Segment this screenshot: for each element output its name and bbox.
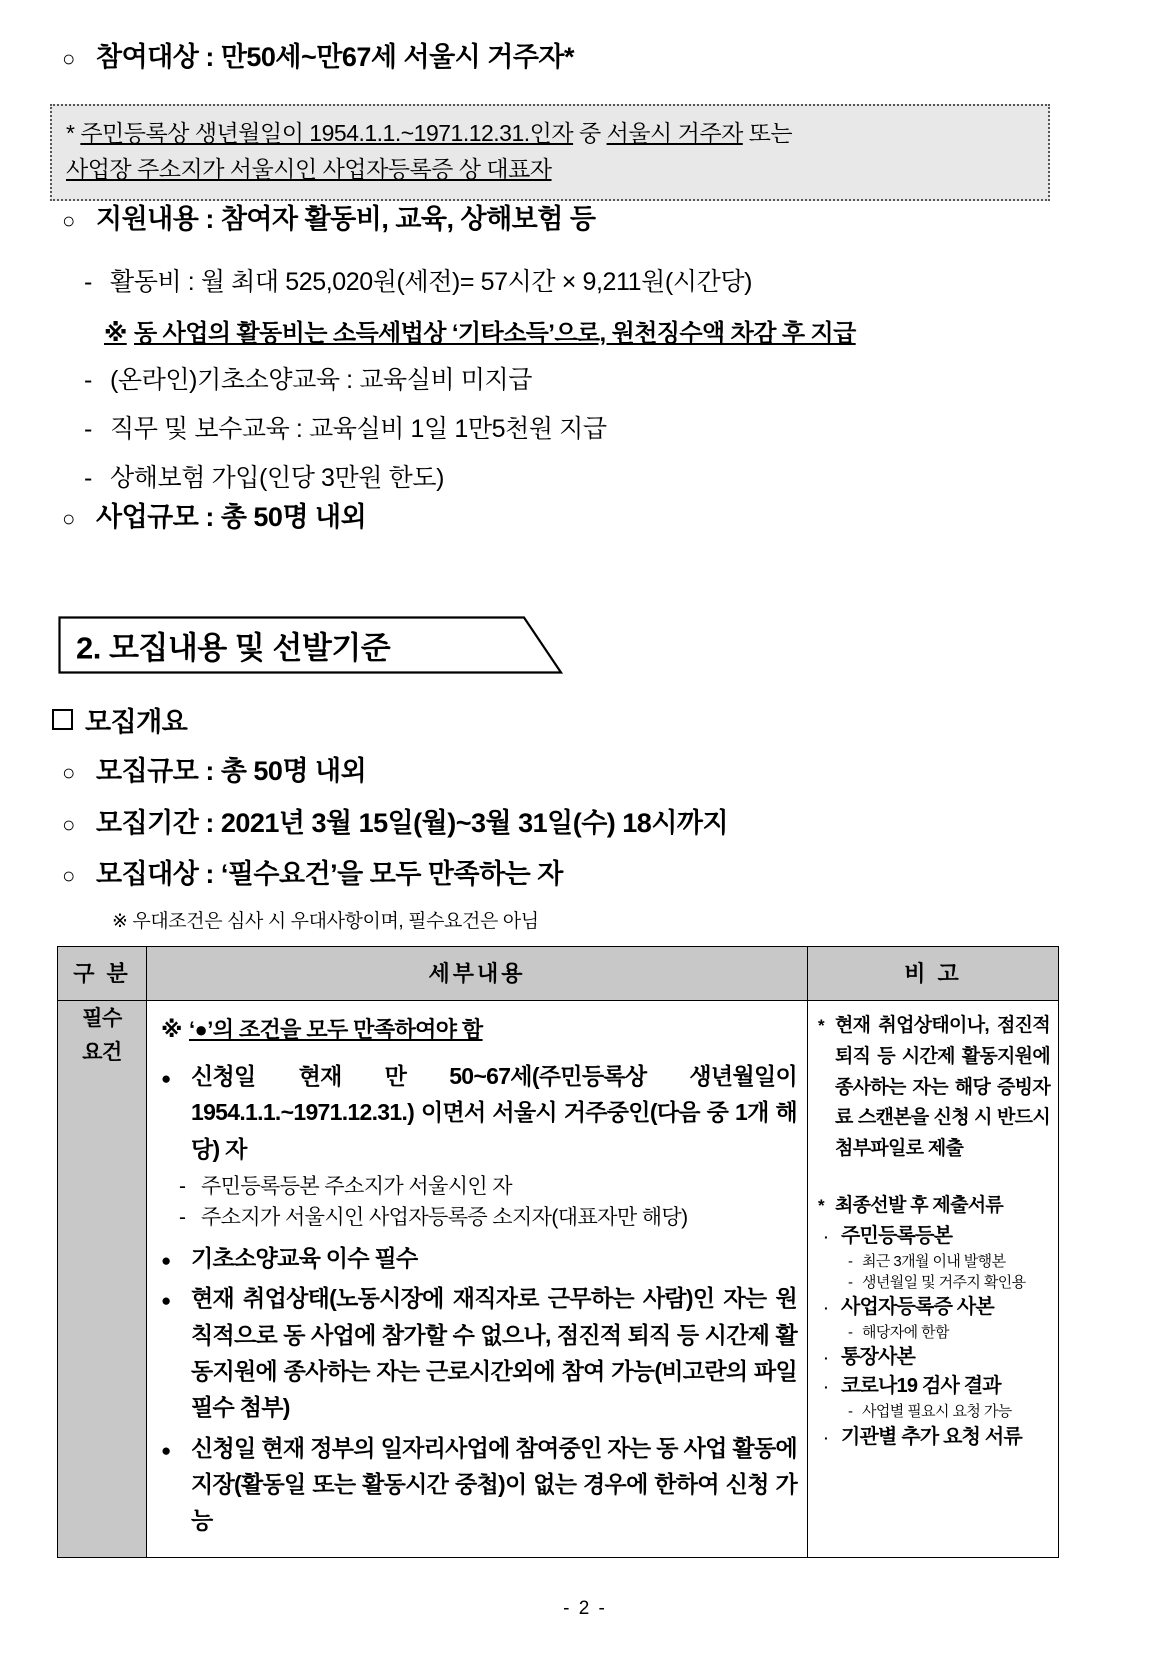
support-item-activity-fee [84,262,752,298]
support-item-online-education [84,360,532,396]
section2-banner [58,616,563,674]
page-number-footer: - 2 - [563,1598,607,1619]
support-item-insurance [84,458,444,494]
remark-doc-resident-sub-1 [848,1251,1050,1272]
circle-bullet-icon: ○ [62,760,75,785]
detail-bullet-employment-status-text: 현재 취업상태(노동시장에 재직자로 근무하는 사람)인 자는 원칙적으로 동 사업에 참가할 수 없으나, 점진적 퇴직 등 시간제 활동지원에 종사하는 자는 근로시간외에 참여 가능(비고란의 파일 필수 첨부) [191,1285,797,1421]
recruit-period-text: 모집기간 : 2021년 3월 15일(월)~3월 31일(수) 18시까지 [96,808,729,838]
remark-doc-additional-text: 기관별 추가 요청 서류 [841,1425,1022,1448]
recruit-scale-line [62,758,366,785]
support-item-insurance-text: 상해보험 가입(인당 3만원 한도) [110,464,444,492]
category-label-line1: 필수 [82,1007,122,1030]
support-item-activity-fee-text: 활동비 : 월 최대 525,020원(세전)= 57시간 × 9,211원(시간당) [110,268,752,296]
circle-bullet-icon: ○ [62,506,75,531]
remark-doc-covid-sub-1 [848,1401,1050,1422]
detail-must-satisfy-note-text: ‘●’의 조건을 모두 만족하여야 함 [189,1017,483,1042]
recruitment-overview-heading [52,700,187,739]
dash-bullet-icon: - [848,1273,853,1291]
remark-doc-bankbook [824,1343,1050,1372]
project-scale-line [62,504,366,531]
support-item-job-education [84,409,607,445]
detail-sub-resident-registration-text: 주민등록등본 주소지가 서울시인 자 [201,1174,512,1198]
circle-bullet-icon: ○ [62,812,75,837]
reference-mark-icon: ※ [161,1017,182,1042]
callout-line-1 [66,116,1034,152]
eligibility-callout-box [50,104,1050,201]
remark-doc-business-sub-1 [848,1322,1050,1343]
remark-doc-covid-test-text: 코로나19 검사 결과 [841,1375,1001,1398]
table-header-remark: 비 고 [808,947,1059,1001]
round-bullet-icon: ● [161,1440,171,1460]
tax-note-line [104,313,856,348]
dash-bullet-icon: - [84,464,92,492]
detail-bullet-basic-education-text: 기초소양교육 이수 필수 [191,1244,418,1271]
detail-sub-resident-registration [179,1171,797,1203]
detail-bullet-age-residence [161,1058,797,1167]
detail-must-satisfy-note [161,1013,797,1044]
round-bullet-icon: ● [161,1291,171,1311]
square-bullet-icon [52,709,73,730]
participant-target-text: 참여대상 : 만50세~만67세 서울시 거주자* [96,42,574,72]
remark-doc-resident-sub-1-text: 최근 3개월 이내 발행본 [862,1252,1006,1270]
dot-bullet-icon: · [824,1228,828,1245]
dash-bullet-icon: - [179,1206,186,1230]
circle-bullet-icon: ○ [62,863,75,888]
round-bullet-icon: ● [161,1250,171,1270]
reference-mark-icon: ※ [104,320,127,347]
remark-doc-resident-sub-2-text: 생년월일 및 거주지 확인용 [862,1273,1026,1291]
category-label-line2: 요건 [82,1040,122,1064]
preference-note: ※ 우대조건은 심사 시 우대사항이며, 필수요건은 아님 [112,911,539,932]
detail-bullet-government-program [161,1430,797,1539]
round-bullet-icon: ● [161,1069,171,1088]
table-cell-category [58,1001,147,1558]
table-cell-detail [147,1001,808,1558]
remark-spacer [818,1165,1050,1191]
callout-line1-underlined: 주민등록상 생년월일이 1954.1.1.~1971.12.31.인자 [80,120,574,146]
recruit-period-line [62,810,728,837]
dash-bullet-icon: - [84,366,92,394]
dash-bullet-icon: - [848,1403,853,1421]
table-header-category: 구 분 [58,947,147,1001]
table-row [58,1001,1059,1558]
remark-doc-additional [824,1423,1050,1452]
callout-line1-end: 또는 [742,120,793,146]
table-header-detail: 세부내용 [147,947,808,1001]
dot-bullet-icon: · [824,1379,828,1396]
remark-employment-proof [818,1011,1050,1165]
support-item-job-education-text: 직무 및 보수교육 : 교육실비 1일 1만5천원 지급 [110,415,607,443]
circle-bullet-icon: ○ [62,46,75,71]
callout-line2-underlined: 사업장 주소지가 서울시인 사업자등록증 상 대표자 [66,155,552,182]
recruit-target-text: 모집대상 : ‘필수요건’을 모두 만족하는 자 [96,859,563,889]
tax-note-text: 동 사업의 활동비는 소득세법상 ‘기타소득’으로, 원천징수액 차감 후 지급 [134,320,856,347]
callout-line1-underlined-2: 서울시 거주자 [606,120,743,146]
remark-final-documents-title [818,1191,1050,1222]
detail-sub-business-registration-text: 주소지가 서울시인 사업자등록증 소지자(대표자만 해당) [201,1206,688,1230]
detail-bullet-government-program-text: 신청일 현재 정부의 일자리사업에 참여중인 자는 동 사업 활동에 지장(활동일 또는 활동시간 중첩)이 없는 경우에 한하여 신청 가능 [191,1434,797,1534]
detail-sub-business-registration [179,1202,797,1234]
remark-employment-proof-text: 현재 취업상태이나, 점진적 퇴직 등 시간제 활동지원에 종사하는 자는 해당 증빙자료 스캔본을 신청 시 반드시 첨부파일로 제출 [835,1015,1050,1160]
dot-bullet-icon: · [824,1429,828,1446]
recruit-scale-text: 모집규모 : 총 50명 내외 [96,756,367,786]
project-scale-text: 사업규모 : 총 50명 내외 [96,502,367,532]
asterisk-icon: * [818,1016,824,1035]
detail-bullet-age-residence-text: 신청일 현재 만 50~67세(주민등록상 생년월일이 1954.1.1.~1971.12.31.) 이면서 서울시 거주중인(다음 중 1개 해당) 자 [191,1063,797,1162]
circle-bullet-icon: ○ [62,208,75,233]
table-cell-remark [808,1001,1059,1558]
dash-bullet-icon: - [179,1174,186,1198]
dot-bullet-icon: · [824,1300,828,1317]
support-item-online-education-text: (온라인)기초소양교육 : 교육실비 미지급 [110,366,533,394]
dash-bullet-icon: - [84,268,92,296]
remark-doc-covid-test [824,1372,1050,1401]
remark-doc-bankbook-text: 통장사본 [841,1346,916,1369]
detail-bullet-basic-education [161,1240,797,1276]
participant-target-line [62,44,574,71]
dash-bullet-icon: - [848,1324,853,1342]
support-content-line [62,206,595,233]
dash-bullet-icon: - [84,415,92,443]
remark-doc-business-registration-text: 사업자등록증 사본 [841,1296,994,1319]
remark-doc-resident-registration [824,1222,1050,1251]
remark-doc-resident-registration-text: 주민등록등본 [841,1224,953,1247]
detail-bullet-employment-status [161,1280,797,1425]
remark-final-documents-title-text: 최종선발 후 제출서류 [835,1194,1004,1216]
dash-bullet-icon: - [848,1252,853,1270]
recruit-target-line [62,861,563,888]
remark-doc-covid-sub-1-text: 사업별 필요시 요청 가능 [862,1403,1012,1421]
requirements-table [57,946,1059,1558]
asterisk-icon: * [818,1195,824,1215]
recruitment-overview-heading-text: 모집개요 [85,707,188,737]
table-header-row [58,947,1059,1001]
callout-asterisk-icon: * [66,120,75,146]
callout-line1-mid: 중 [573,120,607,146]
remark-doc-resident-sub-2 [848,1272,1050,1293]
support-content-text: 지원내용 : 참여자 활동비, 교육, 상해보험 등 [96,204,596,234]
remark-doc-business-sub-1-text: 해당자에 한함 [862,1324,949,1342]
callout-line-2 [66,152,1034,188]
dot-bullet-icon: · [824,1350,828,1367]
remark-doc-business-registration [824,1293,1050,1322]
section2-banner-title: 2. 모집내용 및 선발기준 [76,630,391,666]
